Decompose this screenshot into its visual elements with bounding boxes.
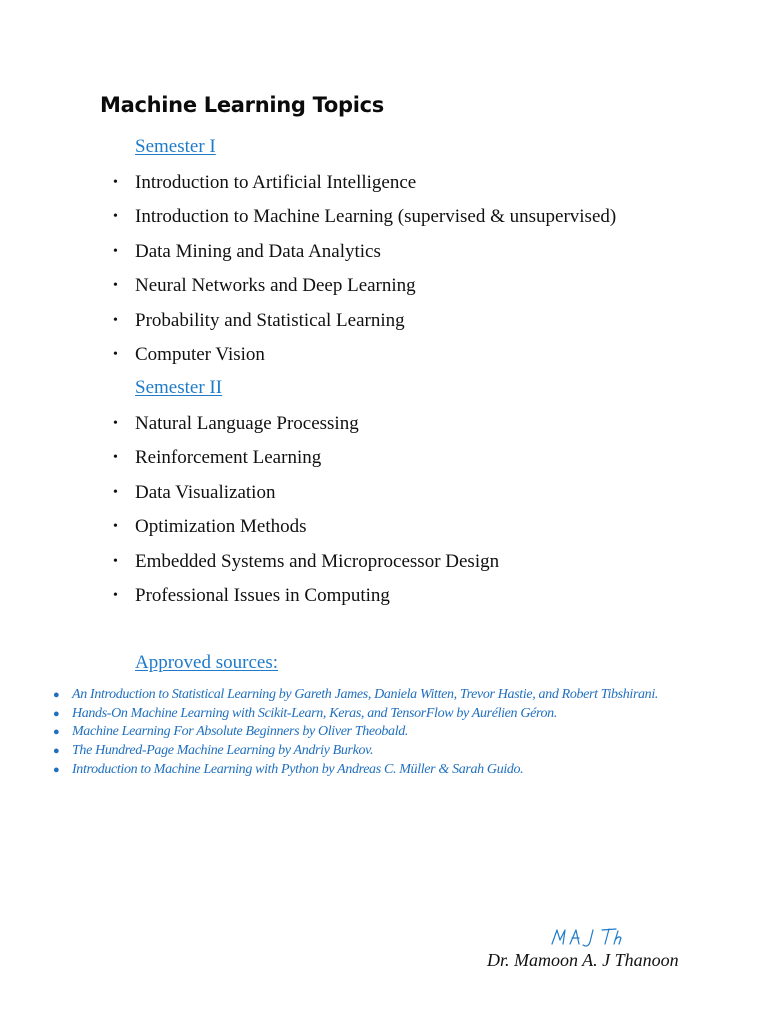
list-item: [0, 481, 499, 515]
source-item: [0, 742, 658, 761]
source-label: An Introduction to Statistical Learning by Gareth James, Daniela Witten, Trevor Hastie, and Robert Tibshirani.: [72, 687, 659, 702]
bullet-icon: ●: [53, 745, 60, 758]
list-item: [0, 515, 499, 549]
topic-label: Data Visualization: [135, 481, 276, 503]
approved-sources-list: [0, 686, 658, 779]
bullet-icon: •: [113, 346, 118, 362]
topic-label: Reinforcement Learning: [135, 447, 322, 469]
bullet-icon: •: [113, 312, 118, 328]
bullet-icon: ●: [53, 726, 60, 739]
bullet-icon: •: [113, 450, 118, 466]
topic-label: Embedded Systems and Microprocessor Design: [135, 550, 500, 572]
source-label: Hands-On Machine Learning with Scikit-Learn, Keras, and TensorFlow by Aurélien Géron.: [72, 705, 557, 721]
bullet-icon: •: [113, 209, 118, 225]
source-item: [0, 761, 658, 780]
bullet-icon: •: [113, 553, 118, 569]
topic-label: Introduction to Artificial Intelligence: [135, 172, 417, 193]
list-item: [0, 550, 499, 584]
bullet-icon: •: [113, 519, 118, 535]
list-item: [0, 343, 616, 377]
source-label: Introduction to Machine Learning with Python by Andreas C. Müller & Sarah Guido.: [72, 761, 524, 777]
list-item: [0, 446, 499, 480]
list-item: [0, 584, 499, 618]
list-item: [0, 274, 616, 308]
signature-icon: [548, 922, 638, 952]
bullet-icon: •: [113, 278, 118, 294]
bullet-icon: •: [113, 484, 118, 500]
semester-2-topic-list: [0, 412, 499, 618]
source-item: [0, 723, 658, 742]
author-name: Dr. Mamoon A. J Thanoon: [487, 950, 679, 970]
topic-label: Professional Issues in Computing: [135, 584, 390, 606]
source-label: Machine Learning For Absolute Beginners by Oliver Theobald.: [72, 724, 409, 740]
topic-label: Data Mining and Data Analytics: [135, 240, 381, 262]
topic-label: Neural Networks and Deep Learning: [135, 275, 416, 297]
bullet-icon: •: [113, 243, 118, 259]
topic-label: Optimization Methods: [135, 516, 307, 538]
source-label: The Hundred-Page Machine Learning by Andriy Burkov.: [72, 743, 374, 759]
bullet-icon: ●: [53, 689, 60, 701]
list-item: [0, 240, 616, 274]
semester-1-heading[interactable]: Semester I: [135, 136, 216, 157]
list-item: [0, 309, 616, 343]
approved-sources-heading[interactable]: Approved sources:: [135, 652, 278, 673]
topic-label: Introduction to Machine Learning (supervised & unsupervised): [135, 206, 617, 228]
source-item: [0, 705, 658, 724]
semester-1-topic-list: [0, 171, 616, 377]
bullet-icon: •: [113, 587, 118, 603]
source-item: [0, 686, 658, 705]
bullet-icon: ●: [53, 707, 60, 720]
list-item: [0, 412, 499, 446]
semester-2-heading[interactable]: Semester II: [135, 377, 223, 398]
topic-label: Natural Language Processing: [135, 413, 359, 434]
list-item: [0, 205, 616, 239]
list-item: [0, 171, 616, 205]
bullet-icon: ●: [53, 763, 60, 776]
topic-label: Probability and Statistical Learning: [135, 309, 405, 331]
topic-label: Computer Vision: [135, 343, 265, 365]
bullet-icon: •: [113, 175, 118, 190]
page-title: Machine Learning Topics: [100, 93, 385, 117]
bullet-icon: •: [113, 416, 118, 431]
